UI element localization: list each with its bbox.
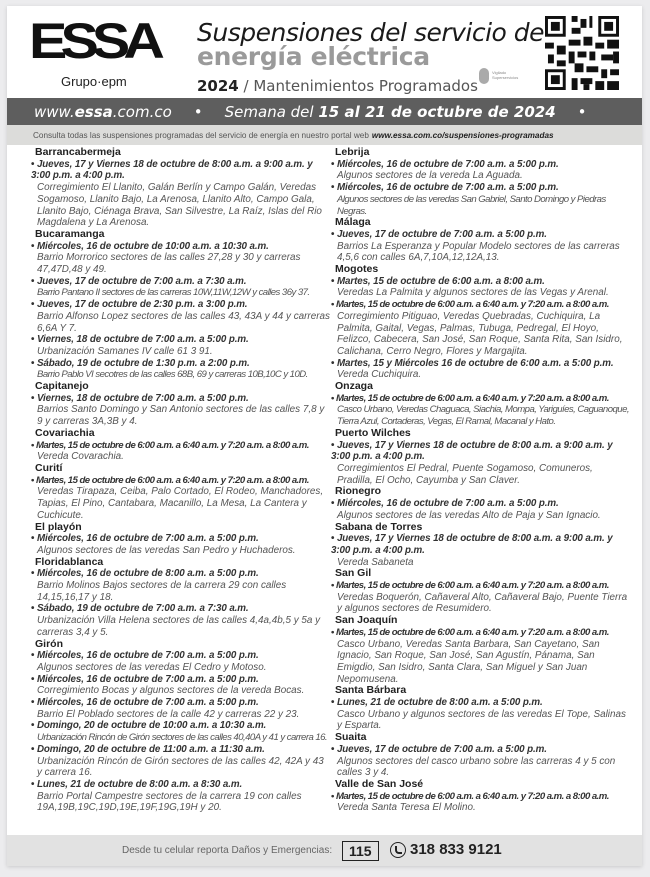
- suspension-area: Vereda Covarachia.: [37, 451, 124, 463]
- municipality-heading: Bucaramanga: [35, 227, 105, 240]
- suspension-area: Barrio Pantano II sectores de las carreras 10W,11W,12W y calles 36y 37.: [37, 287, 310, 299]
- suspension-area: Corregimiento Pitiguao, Veredas Quebradas, Cuchiquira, La Palmita, Gaital, Vegas, Palmas, Tubuga, Pedregal, El Hoyo, Felizco, Cabecera, San José, San Roque, Santa Rita, San Isidro, Calichana, Cerro Negro, Flores y Margajita.: [337, 310, 623, 357]
- consult-banner: [7, 125, 642, 145]
- suspension-area: Corregimiento Bocas y algunos sectores de la vereda Bocas.: [37, 685, 305, 697]
- suspension-date: • Miércoles, 16 de octubre de 7:00 a.m. a 5:00 p.m.: [31, 533, 331, 545]
- suspension-area: Casco Urbano, Veredas Santa Barbara, San Cayetano, San Ignacio, San Roque, San José, San Agustín, Pánama, San Emigdio, San Isidro, Santa Clara, San Miguel y San Juan Nepomusena.: [337, 638, 600, 685]
- separator-dot: •: [577, 102, 587, 121]
- suspension-date: • Martes, 15 de octubre de 6:00 a.m. a 6:40 a.m. y 7:20 a.m. a 8:00 a.m.: [31, 440, 331, 452]
- municipality-heading: El playón: [35, 520, 82, 533]
- suspension-area: Algunos sectores de las veredas San Gabriel, Santo Domingo y Piedras Negras.: [337, 193, 606, 217]
- suspension-date: • Martes, 15 y Miércoles 16 de octubre de 6:00 a.m. a 5:00 p.m.: [331, 358, 631, 370]
- suspension-area: Barrio Molinos Bajos sectores de la carrera 29 con calles 14,15,16,17 y 18.: [37, 580, 287, 603]
- suspension-area: Barrio Portal Campestre sectores de la carrera 19 con calles 19A,19B,19C,19D,19E,19F,19G,19H y 20.: [37, 790, 302, 814]
- suspension-area: Barrio Morrorico sectores de las calles 27,28 y 30 y carreras 47,47D,48 y 49.: [37, 252, 301, 276]
- subtitle: [197, 77, 478, 95]
- suspension-area: Algunos sectores del casco urbano sobre las carreras 4 y 5 con calles 3 y 4.: [337, 755, 616, 779]
- suspension-area: Barrio Alfonso Lopez sectores de las calles 43, 43A y 44 y carreras 6,6A Y 7.: [37, 310, 330, 334]
- whatsapp-icon: [390, 842, 406, 858]
- suspension-date: • Jueves, 17 de octubre de 7:00 a.m. a 5:00 p.m.: [331, 229, 631, 241]
- suspension-area: Barrios La Esperanza y Popular Modelo sectores de las carreras 4,5,6 con calles 6A,7,10A,12,12A,13.: [337, 240, 620, 264]
- suspension-area: Corregimientos El Pedral, Puente Sogamoso, Comuneros, Pradilla, El Ocho, Cayumba y San Claver.: [337, 462, 593, 486]
- suspension-date: • Miércoles, 16 de octubre de 7:00 a.m. a 5:00 p.m.: [331, 159, 631, 171]
- vigilado-text: Vigilado Superservicios: [492, 70, 519, 80]
- municipality-heading: Curití: [35, 461, 63, 474]
- municipality-heading: Valle de San José: [335, 777, 424, 790]
- qr-code-icon[interactable]: [545, 16, 619, 90]
- suspension-area: Veredas Boquerón, Cañaveral Alto, Cañaveral Bajo, Puente Tierra y algunos sectores de Resumidero.: [337, 591, 628, 615]
- whatsapp-number: 318 833 9121: [410, 841, 502, 858]
- suspension-date: • Sábado, 19 de octubre de 7:00 a.m. a 7:30 a.m.: [31, 603, 331, 615]
- municipality-heading: San Gil: [335, 567, 372, 580]
- suspension-area: Algunos sectores de las veredas El Cedro y Motoso.: [37, 661, 267, 673]
- whatsapp-contact[interactable]: [390, 841, 502, 858]
- suspension-date: • Jueves, 17 de octubre de 7:00 a.m. a 7:30 a.m.: [31, 276, 331, 288]
- suspension-date: • Jueves, 17 de octubre de 2:30 p.m. a 3:00 p.m.: [31, 299, 331, 311]
- suspension-date: • Martes, 15 de octubre de 6:00 a.m. a 6:40 a.m. y 7:20 a.m. a 8:00 a.m.: [331, 580, 631, 592]
- suspension-area: Urbanización Samanes IV calle 61 3 91.: [37, 345, 213, 357]
- municipality-heading: Capitanejo: [35, 380, 89, 393]
- suspension-date: • Miércoles, 16 de octubre de 10:00 a.m. a 10:30 a.m.: [31, 241, 331, 253]
- suspension-area: Barrios Santo Domingo y San Antonio sectores de las calles 7,8 y 9 y carreras 3A,3B y 4.: [37, 404, 325, 428]
- year: 2024: [197, 77, 239, 95]
- separator-dot: •: [193, 102, 203, 121]
- url-prefix: www.: [34, 102, 75, 121]
- consult-link[interactable]: www.essa.com.co/suspensiones-programadas: [371, 130, 554, 140]
- suspension-area: Urbanización Rincón de Girón sectores de las calles 40,40A y 41 y carrera 16.: [37, 732, 328, 744]
- suspension-date: • Miércoles, 16 de octubre de 7:00 a.m. a 5:00 p.m.: [31, 674, 331, 686]
- url-suffix: .com.co: [112, 102, 172, 121]
- suspension-date: • Martes, 15 de octubre de 6:00 a.m. a 6:40 a.m. y 7:20 a.m. a 8:00 a.m.: [331, 393, 631, 405]
- suspension-date: • Miércoles, 16 de octubre de 7:00 a.m. a 5:00 p.m.: [331, 498, 631, 510]
- suspension-area: Vereda Santa Teresa El Molino.: [337, 802, 476, 814]
- suspension-date: • Martes, 15 de octubre de 6:00 a.m. a 6:40 a.m. y 7:20 a.m. a 8:00 a.m.: [331, 299, 631, 311]
- suspension-date: • Jueves, 17 y Viernes 18 de octubre de 8:00 a.m. a 9:00 a.m. y 3:00 p.m. a 4:00 p.m.: [31, 159, 331, 182]
- municipality-heading: Mogotes: [335, 263, 379, 276]
- week-dates: 15 al 21 de octubre de 2024: [318, 102, 556, 121]
- superservicios-icon: [479, 68, 489, 84]
- municipality-heading: San Joaquín: [335, 614, 398, 627]
- footer-text: Desde tu celular reporta Daños y Emergencias:: [122, 845, 333, 856]
- suspension-area: Veredas La Palmita y algunos sectores de las Vegas y Arenal.: [337, 287, 609, 299]
- suspension-date: • Viernes, 18 de octubre de 7:00 a.m. a 5:00 p.m.: [31, 393, 331, 405]
- suspension-area: Vereda Cuchiquira.: [337, 369, 422, 381]
- municipality-heading: Barrancabermeja: [35, 146, 121, 158]
- suspension-area: Barrio Pablo VI secotres de las calles 68B, 69 y carreras 10B,10C y 10D.: [37, 369, 308, 381]
- suspension-date: • Jueves, 17 y Viernes 18 de octubre de 8:00 a.m. a 9:00 a.m. y 3:00 p.m. a 4:00 p.m.: [331, 533, 631, 556]
- week-bar: [7, 98, 642, 125]
- subtitle-text: / Mantenimientos Programados: [238, 77, 478, 95]
- suspension-area: Algunos sectores de las veredas San Pedro y Huchaderos.: [37, 544, 296, 556]
- suspension-date: • Martes, 15 de octubre de 6:00 a.m. a 8:00 a.m.: [331, 276, 631, 288]
- suspension-date: • Miércoles, 16 de octubre de 7:00 a.m. a 5:00 p.m.: [331, 182, 631, 194]
- suspension-area: Casco Urbano y algunos sectores de las veredas El Tope, Salinas y Esparta.: [337, 708, 626, 732]
- website-link[interactable]: [34, 103, 172, 121]
- municipality-heading: Santa Bárbara: [335, 684, 407, 697]
- title-line-2: energía eléctrica: [197, 42, 430, 71]
- suspension-area: Algunos sectores de la vereda La Aguada.: [337, 170, 523, 182]
- url-bold: essa: [74, 102, 113, 121]
- left-column: [31, 147, 331, 814]
- suspension-date: • Sábado, 19 de octubre de 1:30 p.m. a 2:00 p.m.: [31, 358, 331, 370]
- suspension-date: • Lunes, 21 de octubre de 8:00 a.m. a 5:00 p.m.: [331, 697, 631, 709]
- suspension-area: Veredas Tirapaza, Ceiba, Palo Cortado, El Rodeo, Manchadores, Tapias, El Pino, Cantabara, Macanillo, La Mesa, La Cantera y Cuchicute.: [37, 486, 324, 521]
- suspension-area: Vereda Sabaneta: [337, 556, 414, 568]
- municipality-heading: Covariachia: [35, 426, 95, 439]
- suspension-date: • Miércoles, 16 de octubre de 7:00 a.m. a 5:00 p.m.: [31, 650, 331, 662]
- bulletin-page: [7, 6, 642, 866]
- municipality-heading: Málaga: [335, 216, 371, 229]
- consult-text: Consulta todas las suspensiones programadas del servicio de energía en nuestro portal web: [33, 130, 369, 140]
- suspension-date: • Viernes, 18 de octubre de 7:00 a.m. a 5:00 p.m.: [31, 334, 331, 346]
- suspension-date: • Martes, 15 de octubre de 6:00 a.m. a 6:40 a.m. y 7:20 a.m. a 8:00 a.m.: [31, 475, 331, 487]
- municipality-heading: Floridablanca: [35, 555, 104, 568]
- municipality-heading: Sabana de Torres: [335, 520, 423, 533]
- vigilado-logo: [479, 68, 520, 84]
- footer: [7, 835, 642, 866]
- municipality-heading: Suaita: [335, 731, 367, 744]
- grupo-epm-logo: Grupo·epm: [61, 74, 127, 89]
- suspension-date: • Domingo, 20 de octubre de 11:00 a.m. a 11:30 a.m.: [31, 744, 331, 756]
- suspension-area: Casco Urbano, Veredas Chaguaca, Siachia, Mompa, Yariguíes, Caguanoque, Tierra Azul, Cortaderas, Vegas, El Ramal, Macanal y Hato.: [337, 404, 629, 428]
- header: [7, 6, 642, 98]
- essa-logo: ESSA: [29, 13, 158, 69]
- suspension-date: • Jueves, 17 de octubre de 7:00 a.m. a 5:00 p.m.: [331, 744, 631, 756]
- suspension-date: • Lunes, 21 de octubre de 8:00 a.m. a 8:30 a.m.: [31, 779, 331, 791]
- suspension-date: • Martes, 15 de octubre de 6:00 a.m. a 6:40 a.m. y 7:20 a.m. a 8:00 a.m.: [331, 791, 631, 803]
- suspension-area: Urbanización Villa Helena sectores de las calles 4,4a,4b,5 y 5a y carreras 3,4 y 5.: [37, 615, 321, 638]
- right-column: [331, 147, 631, 814]
- suspension-date: • Miércoles, 16 de octubre de 8:00 a.m. a 5:00 p.m.: [31, 568, 331, 580]
- municipality-heading: Onzaga: [335, 380, 373, 393]
- municipality-heading: Puerto Wilches: [335, 426, 411, 439]
- suspension-date: • Martes, 15 de octubre de 6:00 a.m. a 6:40 a.m. y 7:20 a.m. a 8:00 a.m.: [331, 627, 631, 639]
- municipality-heading: Girón: [35, 637, 63, 650]
- week-prefix: Semana del: [224, 102, 319, 121]
- suspension-area: Algunos sectores de las veredas Alto de Paja y San Ignacio.: [337, 509, 601, 521]
- suspension-date: • Miércoles, 16 de octubre de 7:00 a.m. a 5:00 p.m.: [31, 697, 331, 709]
- suspension-area: Urbanización Rincón de Girón sectores de las calles 42, 42A y 43 y carrera 16.: [37, 755, 324, 779]
- suspension-area: Corregimiento El Llanito, Galán Berlín y Campo Galán, Veredas Sogamoso, Llanito Bajo, La Arenosa, Llanito Alto, Campo Gala, Llanito Bajo, Ciénaga Brava, San Silvestre, La Raíz, Islas del Rio Magdalena y La Arenosa.: [37, 182, 322, 229]
- title-line-1: Suspensiones del servicio de: [197, 18, 545, 47]
- municipality-heading: Lebrija: [335, 146, 370, 158]
- week-range: [225, 103, 556, 121]
- suspension-date: • Domingo, 20 de octubre de 10:00 a.m. a 10:30 a.m.: [31, 720, 331, 732]
- municipality-heading: Rionegro: [335, 485, 382, 498]
- suspension-area: Barrio El Poblado sectores de la calle 42 y carreras 22 y 23.: [37, 708, 300, 720]
- emergency-number[interactable]: 115: [342, 841, 379, 861]
- suspension-date: • Jueves, 17 y Viernes 18 de octubre de 8:00 a.m. a 9:00 a.m. y 3:00 p.m. a 4:00 p.m.: [331, 440, 631, 463]
